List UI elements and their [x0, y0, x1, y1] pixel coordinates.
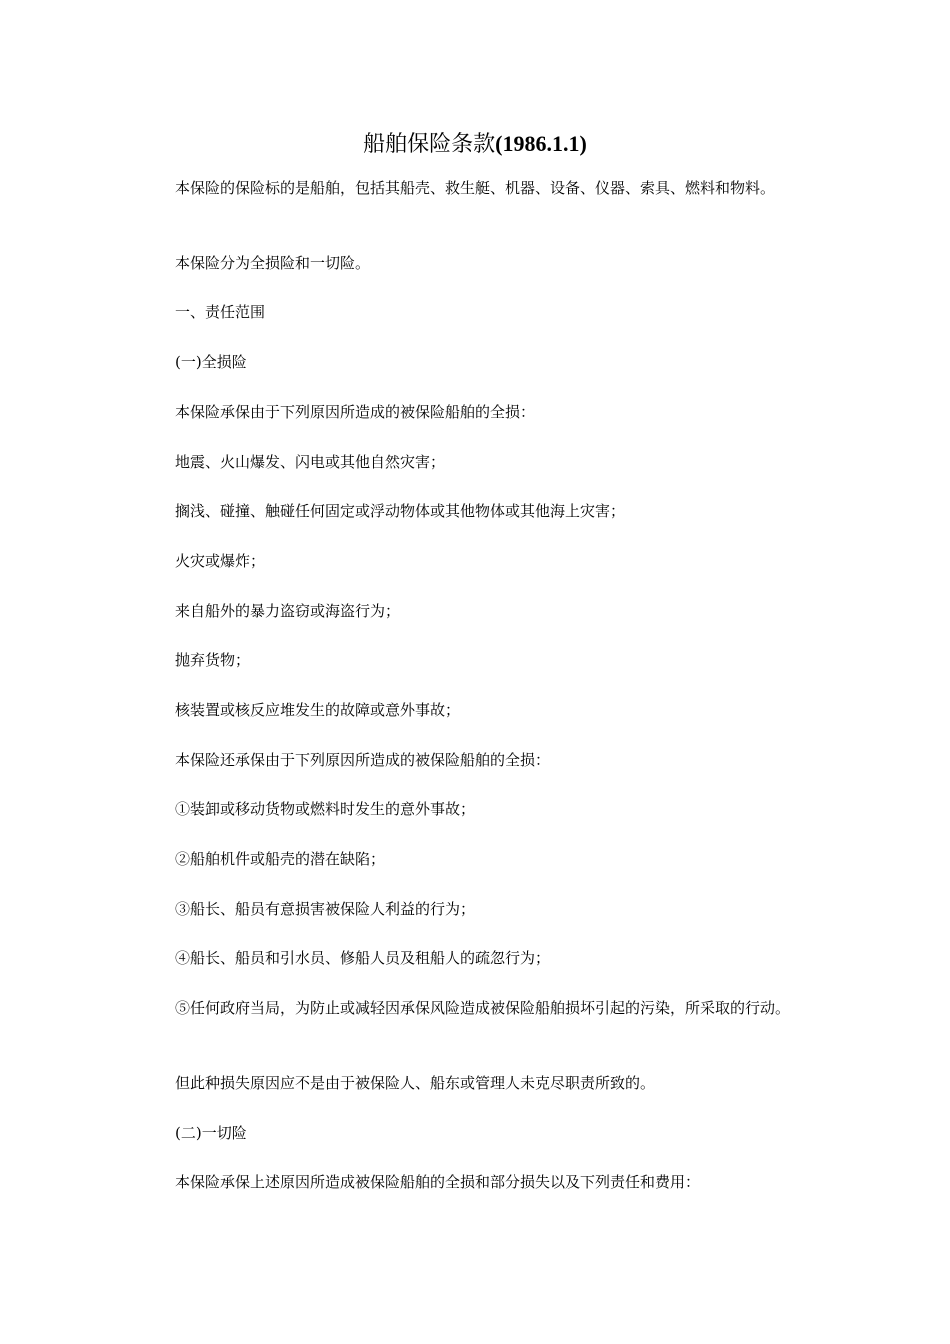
list-item-3: ③船长、船员有意损害被保险人利益的行为； — [175, 900, 476, 918]
list-item-fire-explosion: 火灾或爆炸； — [175, 552, 266, 570]
paragraph-additional-total-loss: 本保险还承保由于下列原因所造成的被保险船舶的全损： — [175, 751, 551, 769]
title-text: 船舶保险条款 — [363, 132, 496, 157]
subsection-heading-all-risks: (二)一切险 — [175, 1124, 247, 1142]
paragraph-insured-subject: 本保险的保险标的是船舶，包括其船壳、救生艇、机器、设备、仪器、索具、燃料和物料。 — [175, 179, 776, 197]
paragraph-all-risks-intro: 本保险承保上述原因所造成被保险船舶的全损和部分损失以及下列责任和费用： — [175, 1173, 701, 1191]
paragraph-coverage-types: 本保险分为全损险和一切险。 — [175, 254, 371, 272]
list-item-nuclear: 核装置或核反应堆发生的故障或意外事故； — [175, 701, 461, 719]
list-item-4: ④船长、船员和引水员、修船人员及租船人的疏忽行为； — [175, 949, 551, 967]
section-heading-liability: 一、责任范围 — [175, 303, 266, 321]
title-date: (1986.1.1) — [495, 131, 587, 156]
list-item-1: ①装卸或移动货物或燃料时发生的意外事故； — [175, 800, 476, 818]
paragraph-due-diligence: 但此种损失原因应不是由于被保险人、船东或管理人未克尽职责所致的。 — [175, 1074, 656, 1092]
list-item-stranding-collision: 搁浅、碰撞、触碰任何固定或浮动物体或其他物体或其他海上灾害； — [175, 502, 626, 520]
list-item-natural-disaster: 地震、火山爆发、闪电或其他自然灾害； — [175, 453, 446, 471]
paragraph-total-loss-intro: 本保险承保由于下列原因所造成的被保险船舶的全损： — [175, 403, 536, 421]
list-item-jettison: 抛弃货物； — [175, 651, 251, 669]
document-title — [0, 128, 950, 161]
subsection-heading-total-loss: (一)全损险 — [175, 353, 247, 371]
list-item-theft-piracy: 来自船外的暴力盗窃或海盗行为； — [175, 602, 401, 620]
list-item-2: ②船舶机件或船壳的潜在缺陷； — [175, 850, 386, 868]
list-item-5: ⑤任何政府当局，为防止或减轻因承保风险造成被保险船舶损坏引起的污染，所采取的行动。 — [175, 999, 791, 1017]
